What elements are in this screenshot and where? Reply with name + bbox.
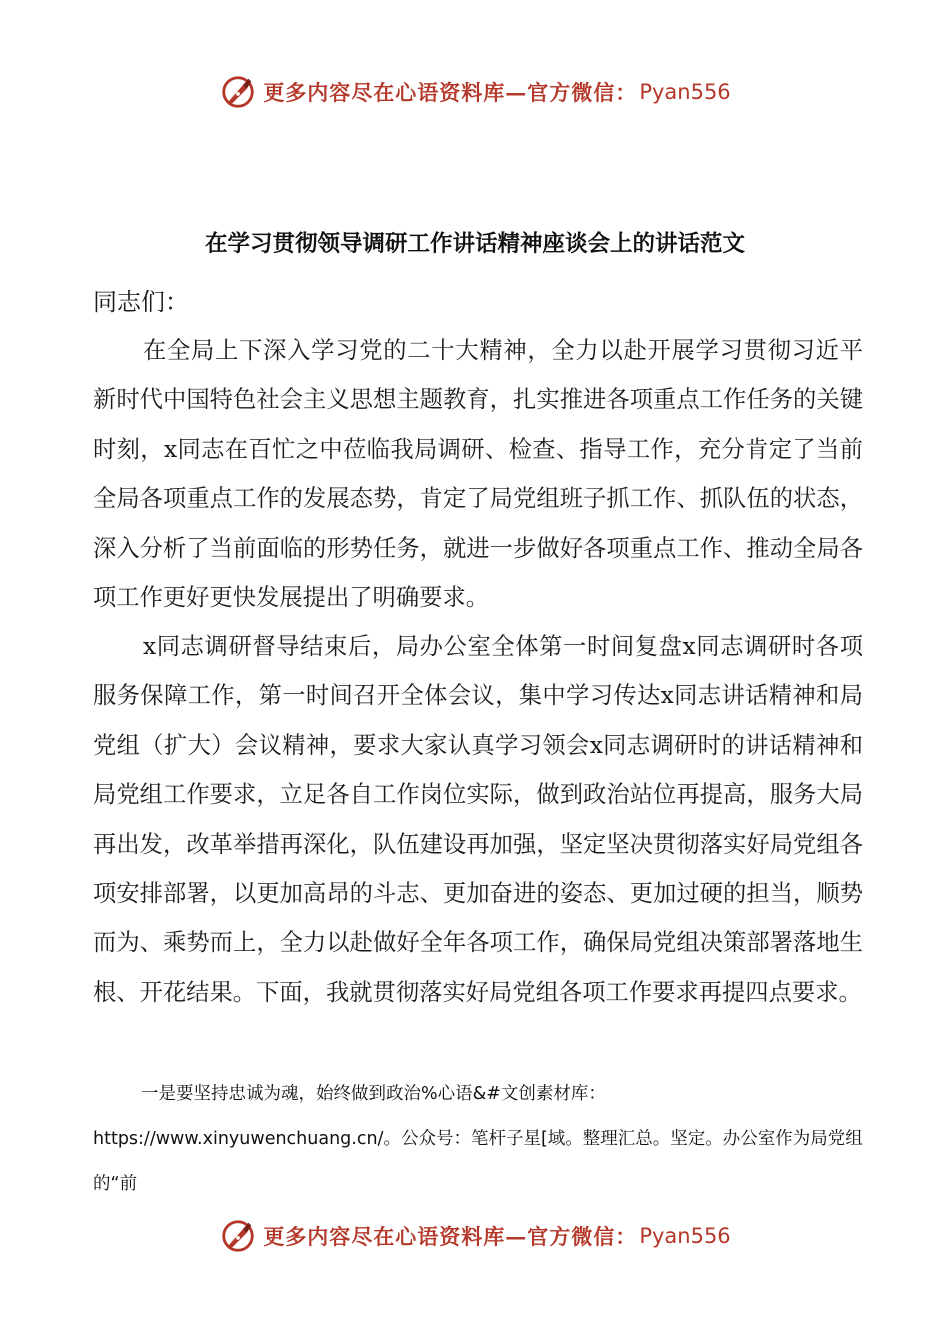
footer-banner-text: 更多内容尽在心语资料库—官方微信：	[263, 1224, 638, 1249]
paragraph-2: x同志调研督导结束后，局办公室全体第一时间复盘x同志调研时各项服务保障工作，第一时间召开全体会议，集中学习传达x同志讲话精神和局党组（扩大）会议精神，要求大家认真学习领会x同志调研时的讲话精神和局党组工作要求，立足各自工作岗位实际，做到政治站位再提高，服务大局再出发，改革举措再深化，队伍建设再加强，坚定坚决贯彻落实好局党组各项安排部署，以更加高昂的斗志、更加奋进的姿态、更加过硬的担当，顺势而为、乘势而上，全力以赴做好全年各项工作，确保局党组决策部署落地生根、开花结果。下面，我就贯彻落实好局党组各项工作要求再提四点要求。	[93, 633, 863, 1006]
header-banner	[0, 72, 950, 112]
header-banner-text: 更多内容尽在心语资料库—官方微信：	[263, 80, 638, 105]
pen-nib-logo-icon	[219, 73, 257, 111]
point-one-paragraph: 一是要坚持忠诚为魂，始终做到政治%心语&#文创素材库：https://www.xinyuwenchuang.cn/。公众号：笔杆子星[域。整理汇总。坚定。办公室作为局党组的“前	[93, 1084, 863, 1194]
salutation: 同志们：	[93, 288, 189, 316]
header-banner-wechat-id: Pyan556	[639, 80, 731, 104]
pen-nib-logo-icon	[219, 1217, 257, 1255]
footer-banner	[0, 1216, 950, 1256]
footer-banner-wechat-id: Pyan556	[639, 1224, 731, 1248]
paragraph-1: 在全局上下深入学习党的二十大精神，全力以赴开展学习贯彻习近平新时代中国特色社会主义思想主题教育，扎实推进各项重点工作任务的关键时刻，x同志在百忙之中莅临我局调研、检查、指导工作，充分肯定了当前全局各项重点工作的发展态势，肯定了局党组班子抓工作、抓队伍的状态，深入分析了当前面临的形势任务，就进一步做好各项重点工作、推动全局各项工作更好更快发展提出了明确要求。	[93, 337, 863, 612]
document-title: 在学习贯彻领导调研工作讲话精神座谈会上的讲话范文	[204, 231, 745, 257]
